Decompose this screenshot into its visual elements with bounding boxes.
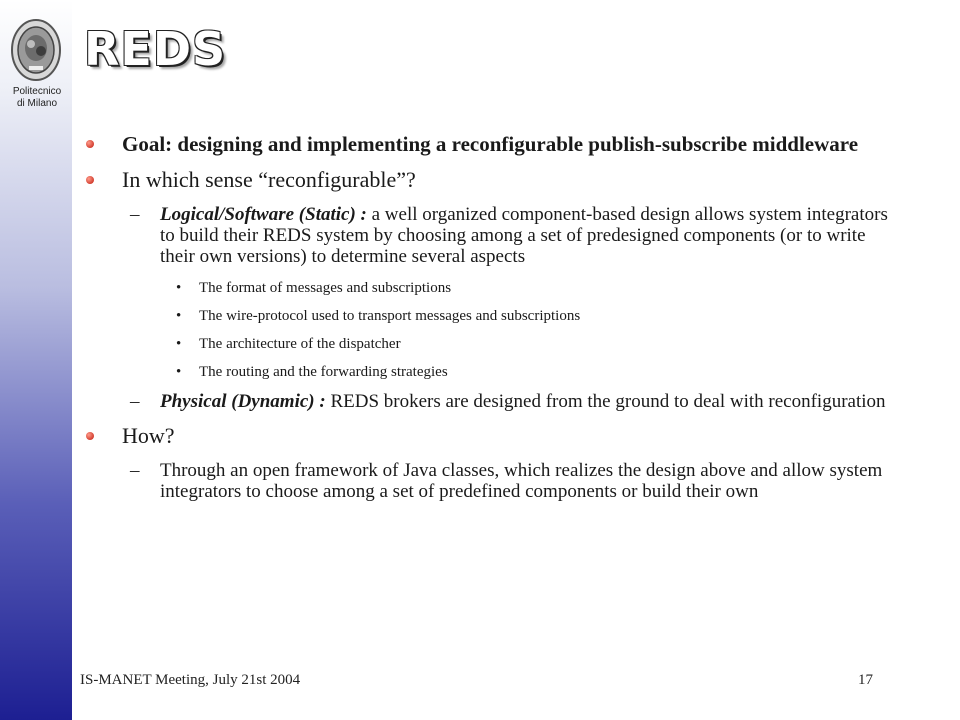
aspect-item (84, 363, 904, 381)
sub-bullet-text: REDS brokers are designed from the ground to deal with reconfiguration (325, 391, 886, 412)
sub-bullet-text: a well organized component-based design allows system integrators to build their REDS system by choosing among a set of predesigned components (or to write their own versions) to determine several aspects (160, 204, 888, 267)
sub-bullet-lead: Logical/Software (Static) : (160, 204, 367, 225)
footer-meeting-label: IS-MANET Meeting, July 21st 2004 (80, 672, 301, 688)
sidebar-gradient (0, 0, 72, 720)
bullet-goal (84, 132, 904, 156)
bullet-dot-icon (86, 432, 94, 440)
bullet-how (84, 424, 904, 448)
small-bullet-icon: • (176, 280, 182, 296)
small-bullet-icon: • (176, 308, 182, 324)
bullet-text: In which sense “reconfigurable”? (122, 167, 416, 192)
dash-icon: – (130, 460, 140, 481)
aspect-item-text: The architecture of the dispatcher (199, 336, 401, 352)
aspect-item-text: The routing and the forwarding strategies (199, 364, 448, 380)
politecnico-logo-icon (10, 18, 62, 84)
aspect-item-text: The wire-protocol used to transport messages and subscriptions (199, 308, 581, 324)
aspect-item (84, 307, 904, 325)
slide-content (84, 132, 904, 514)
bullet-dot-icon (86, 176, 94, 184)
bullet-text: How? (122, 423, 175, 448)
footer-page-number: 17 (858, 672, 873, 688)
bullet-dot-icon (86, 140, 94, 148)
bullet-text: Goal: designing and implementing a reconfigurable publish-subscribe middleware (122, 132, 859, 156)
aspect-item (84, 335, 904, 353)
dash-icon: – (130, 391, 140, 412)
small-bullet-icon: • (176, 336, 182, 352)
aspect-item (84, 279, 904, 297)
aspect-item-text: The format of messages and subscriptions (199, 280, 452, 296)
sub-bullet-physical (84, 391, 904, 412)
sub-bullet-text: Through an open framework of Java classes, which realizes the design above and allow system integrators to choose among a set of predefined components or build their own (160, 460, 883, 502)
sub-bullet-logical (84, 204, 904, 267)
sub-bullet-lead: Physical (Dynamic) : (160, 391, 326, 412)
dash-icon: – (130, 204, 140, 225)
logo-caption-line1: Politecnico (12, 86, 62, 97)
bullet-reconfigurable (84, 168, 904, 192)
logo-caption-line2: di Milano (16, 98, 58, 109)
sub-bullet-framework (84, 460, 904, 502)
small-bullet-icon: • (176, 364, 182, 380)
logo-caption (0, 86, 74, 110)
slide-title: REDS (84, 22, 227, 76)
